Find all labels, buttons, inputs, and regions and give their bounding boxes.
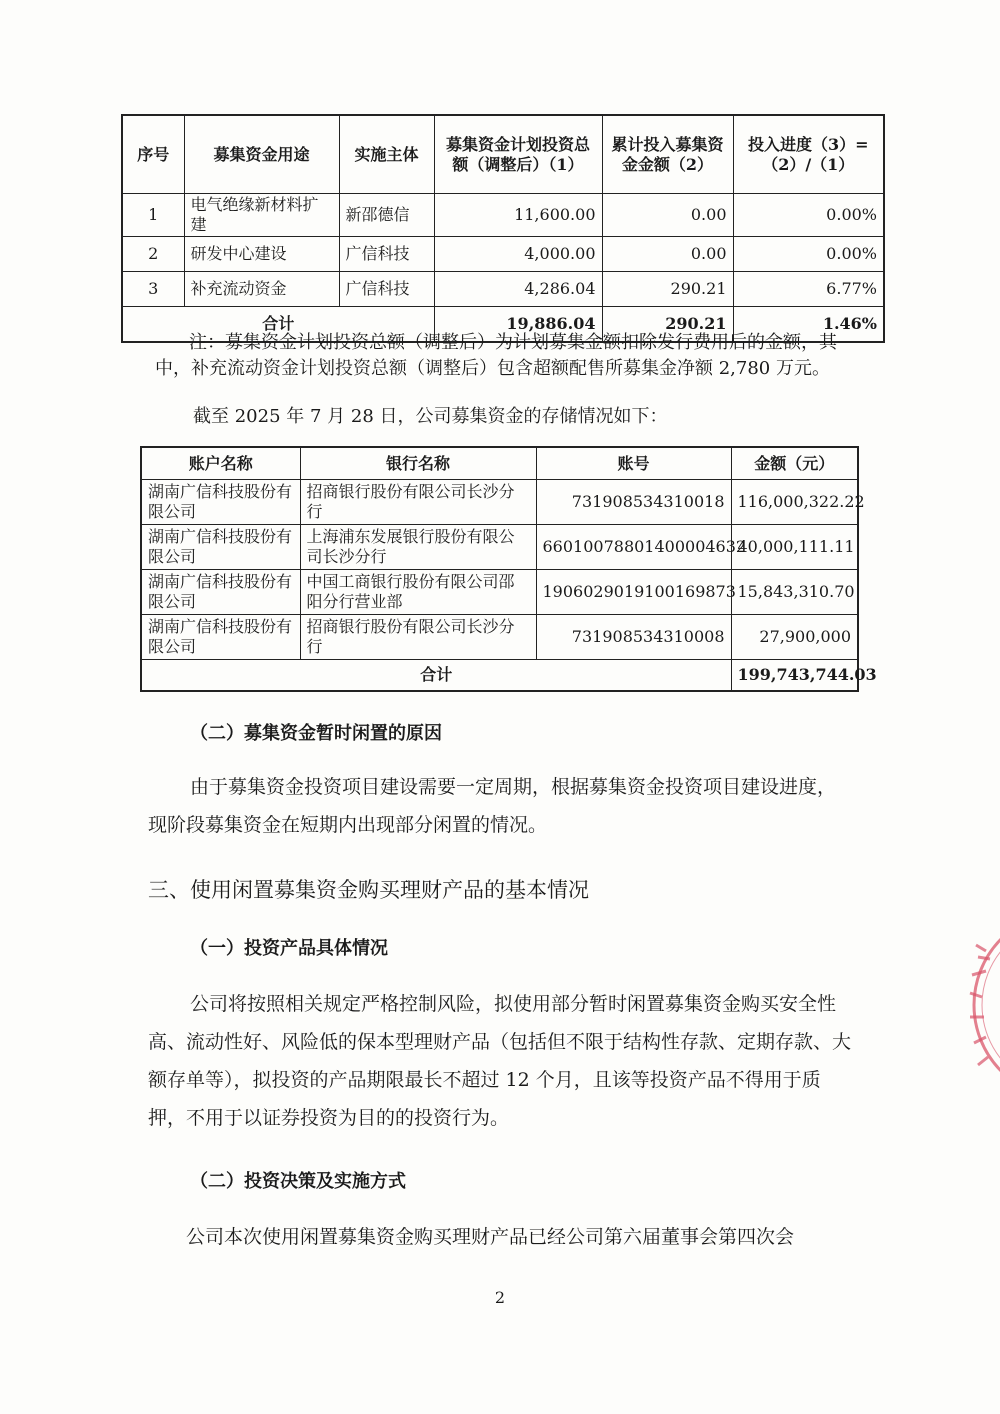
cell-entity: 广信科技 [339, 237, 434, 272]
cell-invested: 0.00 [602, 194, 733, 237]
cell-amount: 116,000,322.22 [731, 480, 858, 525]
section2-heading: （二）募集资金暂时闲置的原因 [190, 723, 442, 744]
section3-2-paragraph: 公司本次使用闲置募集资金购买理财产品已经公司第六届董事会第四次会 [186, 1226, 795, 1248]
cell-bank: 招商银行股份有限公司长沙分行 [300, 615, 536, 660]
table-row [141, 525, 858, 570]
cell-plan: 11,600.00 [434, 194, 602, 237]
total-label: 合计 [122, 307, 434, 343]
cell-purpose: 研发中心建设 [184, 237, 339, 272]
cell-progress: 0.00% [733, 194, 884, 237]
cell-account: 湖南广信科技股份有限公司 [141, 570, 300, 615]
table-row [141, 480, 858, 525]
cell-number: 66010078801400004632 [536, 525, 731, 570]
cell-account: 湖南广信科技股份有限公司 [141, 525, 300, 570]
cell-number: 731908534310008 [536, 615, 731, 660]
total-progress: 1.46% [733, 307, 884, 343]
cell-account: 湖南广信科技股份有限公司 [141, 615, 300, 660]
table-header-row [122, 115, 884, 194]
total-plan: 19,886.04 [434, 307, 602, 343]
cell-amount: 40,000,111.11 [731, 525, 858, 570]
table-row [141, 615, 858, 660]
cell-plan: 4,000.00 [434, 237, 602, 272]
cell-entity: 新邵德信 [339, 194, 434, 237]
total-amount: 199,743,744.03 [731, 660, 858, 692]
deposit-table [140, 446, 877, 692]
deposit-intro: 截至 2025 年 7 月 28 日，公司募集资金的存储情况如下： [193, 406, 668, 427]
cell-plan: 4,286.04 [434, 272, 602, 307]
header-purpose: 募集资金用途 [184, 115, 339, 194]
cell-no: 1 [122, 194, 184, 237]
table-header-row [141, 447, 858, 480]
header-account: 账户名称 [141, 447, 300, 480]
table-total-row [141, 660, 858, 692]
cell-invested: 0.00 [602, 237, 733, 272]
cell-amount: 15,843,310.70 [731, 570, 858, 615]
cell-progress: 0.00% [733, 237, 884, 272]
header-bank: 银行名称 [300, 447, 536, 480]
header-invested: 累计投入募集资金金额（2） [602, 115, 733, 194]
cell-no: 3 [122, 272, 184, 307]
header-progress: 投入进度（3）=（2）/（1） [733, 115, 884, 194]
header-entity: 实施主体 [339, 115, 434, 194]
total-label: 合计 [141, 660, 731, 692]
seal-stamp [958, 905, 1000, 1105]
header-plan: 募集资金计划投资总额（调整后）（1） [434, 115, 602, 194]
section3-2-heading: （二）投资决策及实施方式 [190, 1171, 406, 1192]
cell-progress: 6.77% [733, 272, 884, 307]
table-row [122, 272, 884, 307]
table-row [141, 570, 858, 615]
cell-number: 731908534310018 [536, 480, 731, 525]
table-row [122, 194, 884, 237]
section3-1-paragraph: 公司将按照相关规定严格控制风险，拟使用部分暂时闲置募集资金购买安全性高、流动性好、风险低的保本型理财产品（包括但不限于结构性存款、定期存款、大额存单等），拟投资的产品期限最长不超过 12 个月，且该等投资产品不得用于质押，不用于以证券投资为目的的投资行为。 [148, 993, 852, 1129]
cell-account: 湖南广信科技股份有限公司 [141, 480, 300, 525]
table-row [122, 237, 884, 272]
cell-bank: 上海浦东发展银行股份有限公司长沙分行 [300, 525, 536, 570]
cell-number: 1906029019100169873 [536, 570, 731, 615]
cell-purpose: 补充流动资金 [184, 272, 339, 307]
cell-entity: 广信科技 [339, 272, 434, 307]
cell-invested: 290.21 [602, 272, 733, 307]
cell-bank: 招商银行股份有限公司长沙分行 [300, 480, 536, 525]
cell-no: 2 [122, 237, 184, 272]
table-note: 注：募集资金计划投资总额（调整后）为计划募集金额扣除发行费用后的金额，其中，补充流动资金计划投资总额（调整后）包含超额配售所募集金净额 2,780 万元。 [155, 332, 837, 379]
cell-bank: 中国工商银行股份有限公司邵阳分行营业部 [300, 570, 536, 615]
header-number: 账号 [536, 447, 731, 480]
section3-heading: 三、使用闲置募集资金购买理财产品的基本情况 [148, 878, 589, 902]
total-invested: 290.21 [602, 307, 733, 343]
section3-1-heading: （一）投资产品具体情况 [190, 938, 388, 959]
page-number: 2 [494, 1288, 506, 1307]
header-amount: 金额（元） [731, 447, 858, 480]
header-no: 序号 [122, 115, 184, 194]
cell-purpose: 电气绝缘新材料扩建 [184, 194, 339, 237]
cell-amount: 27,900,000 [731, 615, 858, 660]
fund-usage-table [121, 114, 885, 343]
section2-paragraph: 由于募集资金投资项目建设需要一定周期，根据募集资金投资项目建设进度，现阶段募集资金在短期内出现部分闲置的情况。 [148, 776, 837, 836]
